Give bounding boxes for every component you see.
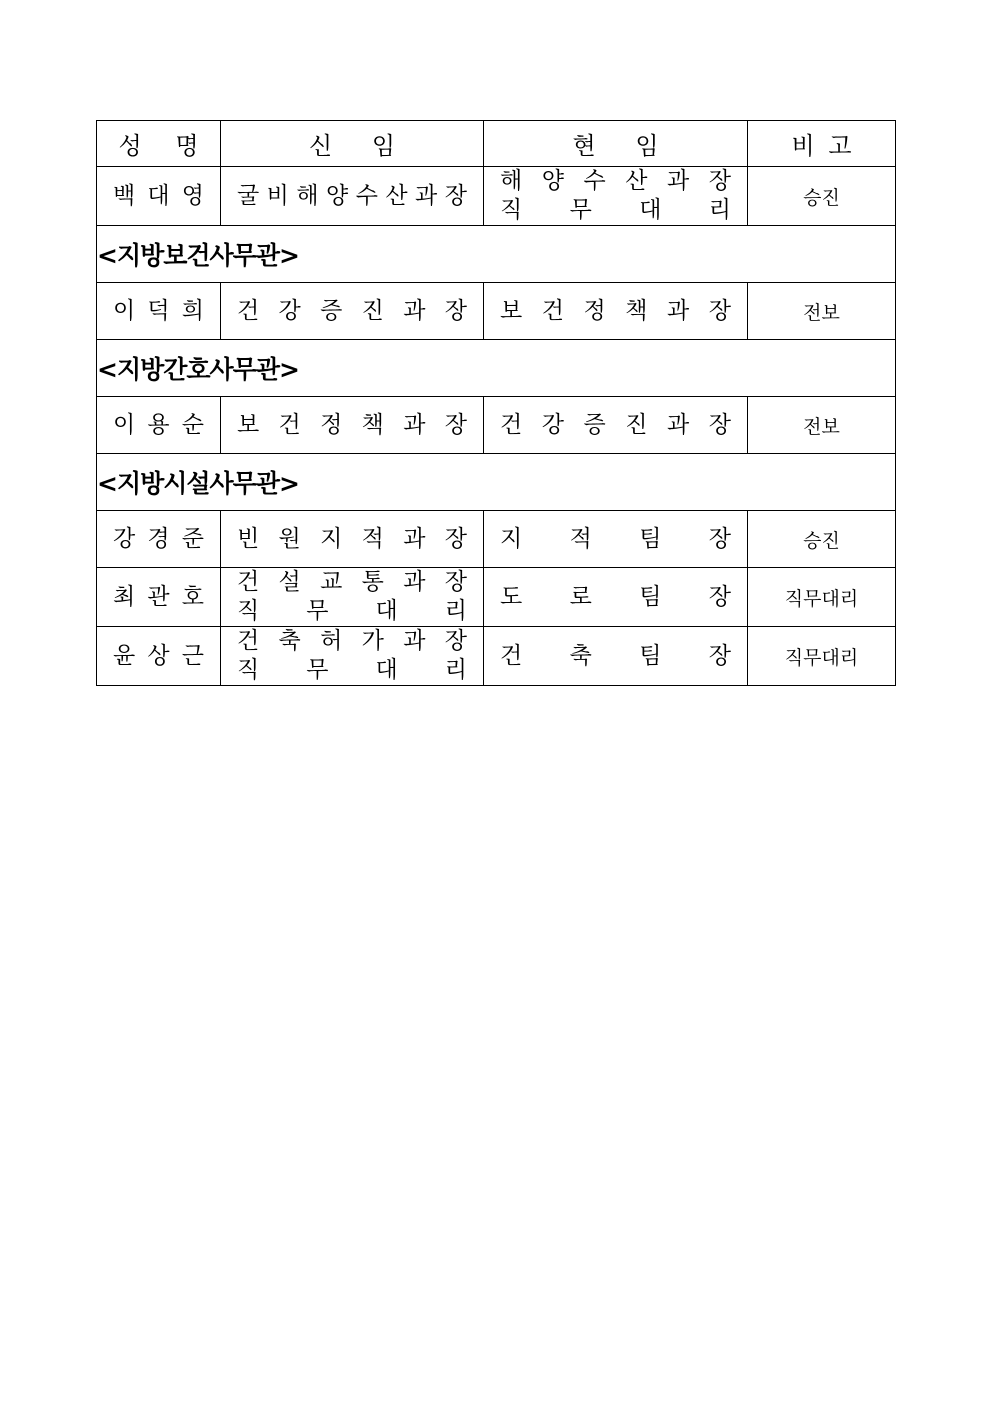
- header-name: 성 명: [118, 132, 199, 160]
- current-position-text: 도 로 팀 장: [500, 583, 731, 610]
- person-name: 이 용 순: [113, 411, 204, 438]
- new-position-text: 건 강 증 진 과 장: [237, 297, 467, 324]
- new-position-text: 직 무 대 리: [237, 598, 467, 624]
- note-cell: [748, 511, 896, 568]
- current-position-cell: [484, 397, 748, 454]
- person-name: 백 대 영: [113, 182, 204, 209]
- table-row: [97, 283, 896, 340]
- header-new-cell: [221, 121, 484, 167]
- table-row: [97, 511, 896, 568]
- note-text: 직무대리: [784, 646, 859, 669]
- name-cell: [97, 283, 221, 340]
- new-position-text: 건 축 허 가 과 장: [237, 628, 467, 654]
- header-name-cell: [97, 121, 221, 167]
- current-position-text: 직 무 대 리: [500, 197, 731, 223]
- new-position-text: 직 무 대 리: [237, 657, 467, 683]
- header-new-position: 신 임: [309, 132, 395, 160]
- note-text: 승진: [803, 529, 840, 552]
- person-name: 이 덕 희: [113, 297, 204, 324]
- section-title: <지방간호사무관>: [97, 340, 896, 397]
- note-cell: [748, 167, 896, 226]
- table-row: [97, 397, 896, 454]
- header-note: 비 고: [791, 132, 852, 160]
- note-text: 직무대리: [784, 587, 859, 610]
- person-name: 최 관 호: [113, 583, 204, 610]
- new-position-cell: [221, 167, 484, 226]
- current-position-text: 지 적 팀 장: [500, 525, 731, 552]
- current-position-cell: [484, 627, 748, 686]
- new-position-cell: [221, 627, 484, 686]
- note-text: 승진: [803, 186, 840, 209]
- current-position-cell: [484, 167, 748, 226]
- new-position-text: 보 건 정 책 과 장: [237, 411, 467, 438]
- current-position-cell: [484, 511, 748, 568]
- current-position-cell: [484, 568, 748, 627]
- new-position-cell: [221, 397, 484, 454]
- header-current-position: 현 임: [572, 132, 659, 160]
- new-position-cell: [221, 568, 484, 627]
- section-row: [97, 340, 896, 397]
- section-title: <지방보건사무관>: [97, 226, 896, 283]
- personnel-table: [96, 120, 896, 686]
- current-position-text: 건 강 증 진 과 장: [500, 411, 731, 438]
- header-current-cell: [484, 121, 748, 167]
- table-row: [97, 167, 896, 226]
- new-position-text: 건 설 교 통 과 장: [237, 569, 467, 595]
- person-name: 윤 상 근: [113, 642, 204, 669]
- table-row: [97, 627, 896, 686]
- new-position-cell: [221, 511, 484, 568]
- name-cell: [97, 511, 221, 568]
- name-cell: [97, 627, 221, 686]
- current-position-text: 해 양 수 산 과 장: [500, 168, 731, 194]
- note-cell: [748, 627, 896, 686]
- new-position-text: 굴 비 해 양 수 산 과 장: [237, 182, 467, 209]
- section-row: [97, 454, 896, 511]
- name-cell: [97, 397, 221, 454]
- note-cell: [748, 568, 896, 627]
- table-row: [97, 568, 896, 627]
- section-title: <지방시설사무관>: [97, 454, 896, 511]
- person-name: 강 경 준: [113, 525, 204, 552]
- note-text: 전보: [803, 301, 840, 324]
- name-cell: [97, 568, 221, 627]
- new-position-text: 빈 원 지 적 과 장: [237, 525, 467, 552]
- current-position-cell: [484, 283, 748, 340]
- name-cell: [97, 167, 221, 226]
- note-text: 전보: [803, 415, 840, 438]
- new-position-cell: [221, 283, 484, 340]
- personnel-table-body: [97, 121, 896, 686]
- current-position-text: 건 축 팀 장: [500, 642, 731, 669]
- header-note-cell: [748, 121, 896, 167]
- current-position-text: 보 건 정 책 과 장: [500, 297, 731, 324]
- header-row: [97, 121, 896, 167]
- note-cell: [748, 397, 896, 454]
- note-cell: [748, 283, 896, 340]
- section-row: [97, 226, 896, 283]
